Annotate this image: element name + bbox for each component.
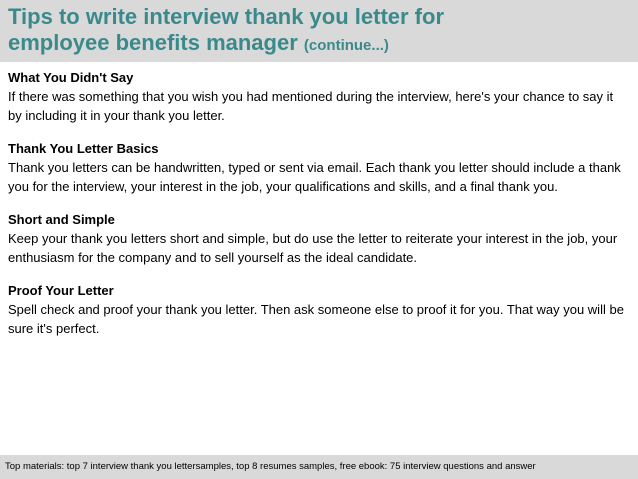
page-title-line-1: Tips to write interview thank you letter for [8,4,445,29]
section-heading: Thank You Letter Basics [8,141,159,156]
section-what-you-didnt-say [8,68,630,125]
section-body: Keep your thank you letters short and simple, but do use the letter to reiterate your interest in the job, your enthusiasm for the company and to sell yourself as the ideal candidate. [8,231,618,265]
section-short-and-simple [8,210,630,267]
content-area [8,68,630,352]
page-title-main: employee benefits manager [8,30,298,55]
page-title-suffix: (continue...) [303,37,389,54]
section-body: If there was something that you wish you had mentioned during the interview, here's your chance to say it by including it in your thank you letter. [8,89,614,123]
section-heading: What You Didn't Say [8,70,134,85]
section-proof-your-letter [8,281,630,338]
footer-text: Top materials: top 7 interview thank you lettersamples, top 8 resumes samples, free ebook: 75 interview questions and answer [5,461,536,472]
section-body: Spell check and proof your thank you letter. Then ask someone else to proof it for you. That way you will be sure it's perfect. [8,302,624,336]
page-title-line-2 [8,30,638,59]
footer-bar [0,455,638,479]
section-heading: Proof Your Letter [8,283,114,298]
section-body: Thank you letters can be handwritten, typed or sent via email. Each thank you letter should include a thank you for the interview, your interest in the job, your qualifications and skills, and a final thank you. [8,160,621,194]
title-bar [0,0,638,62]
section-thank-you-letter-basics [8,139,630,196]
section-heading: Short and Simple [8,212,115,227]
